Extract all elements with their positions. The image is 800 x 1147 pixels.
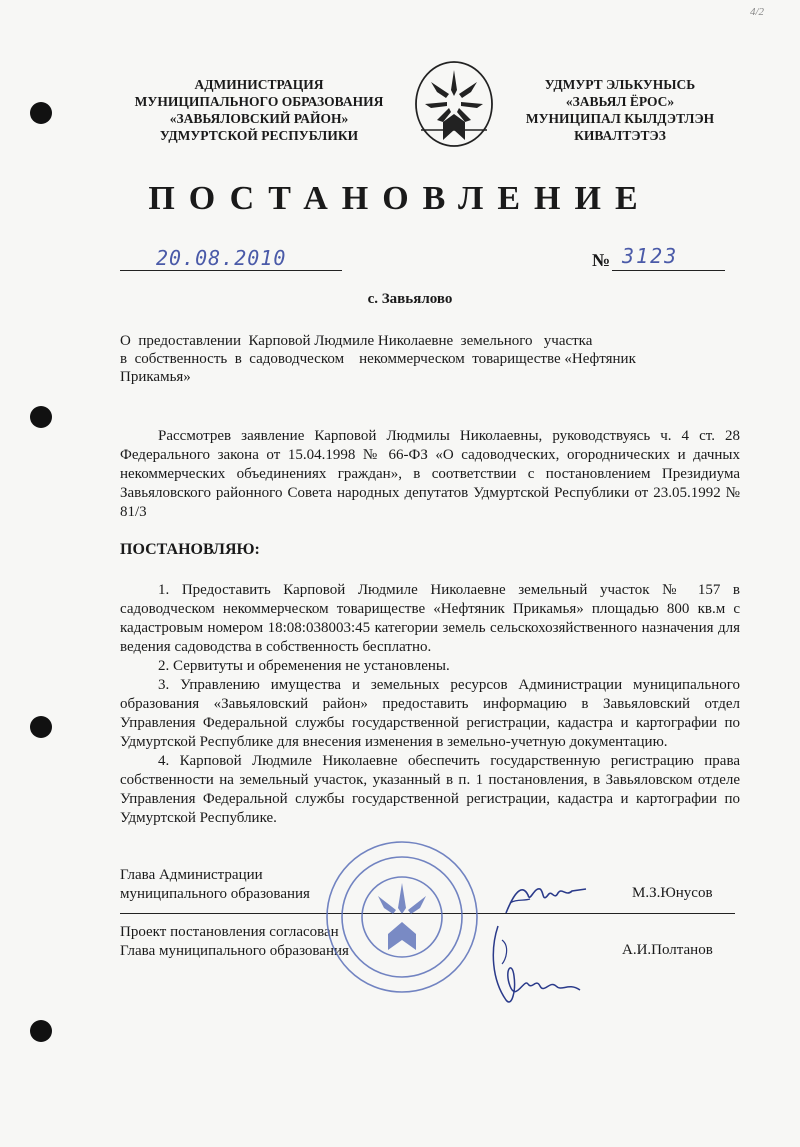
head-title-line2: муниципального образования: [120, 886, 310, 902]
header-right-line: «ЗАВЬЯЛ ЁРОС»: [565, 94, 675, 109]
punch-hole: [30, 102, 52, 124]
header-right-line: МУНИЦИПАЛ КЫЛДЭТЛЭН: [525, 111, 715, 126]
approval-line2: Глава муниципального образования: [120, 943, 349, 959]
approval-line1: Проект постановления согласован: [120, 924, 339, 940]
item-1-paragraph: 1. Предоставить Карповой Людмиле Николаевне земельный участок № 157 в садоводческом некоммерческом товариществе «Нефтяник Прикамья» площадью 800 кв.м с кадастровым номером 18:08:038003:45 категории земель сельскохозяйственного назначения для ведения садоводства в собственность бесплатно.: [120, 582, 740, 655]
item-4-paragraph: 4. Карповой Людмиле Николаевне обеспечить государственную регистрацию права собственности на земельный участок, указанный в п. 1 постановления, в Завьяловском отделе Управления Федеральной службы государственной регистрации, кадастра и картографии по Удмуртской Республике.: [120, 753, 740, 826]
document-title: ПОСТАНОВЛЕНИЕ: [148, 180, 652, 217]
signature-mark: [480, 920, 590, 1010]
subject-line: О предоставлении Карповой Людмиле Николаевне земельного участка: [120, 333, 593, 349]
resolve-heading: ПОСТАНОВЛЯЮ:: [120, 541, 260, 558]
punch-hole: [30, 1020, 52, 1042]
punch-hole: [30, 406, 52, 428]
handwritten-number: 3123: [622, 244, 679, 268]
header-right-line: КИВАЛТЭТЭЗ: [574, 128, 666, 143]
header-left-line: АДМИНИСТРАЦИЯ: [194, 77, 324, 92]
number-label: №: [592, 250, 611, 270]
subject-line: Прикамья»: [120, 369, 191, 385]
header-right: [520, 76, 720, 144]
place-name: с. Завьялово: [367, 291, 453, 307]
preamble-paragraph: Рассмотрев заявление Карповой Людмилы Николаевны, руководствуясь ч. 4 ст. 28 Федерального закона от 15.04.1998 № 66-ФЗ «О садоводческих, огороднических и дачных некоммерческих объединениях граждан», в соответствии с постановлением Президиума Завьяловского районного Совета народных депутатов Удмуртской Республики от 23.05.1992 № 81/3: [120, 428, 740, 520]
item-2-paragraph: 2. Сервитуты и обременения не установлены.: [158, 658, 450, 674]
signature-mark: [500, 873, 590, 921]
subject-line: в собственность в садоводческом некоммерческом товариществе «Нефтяник: [120, 351, 636, 367]
subject-block: [120, 332, 680, 386]
handwritten-date: 20.08.2010: [156, 246, 287, 270]
header-left-line: «ЗАВЬЯЛОВСКИЙ РАЙОН»: [169, 111, 349, 126]
header-left-line: УДМУРТСКОЙ РЕСПУБЛИКИ: [159, 128, 359, 143]
head-name: М.З.Юнусов: [632, 885, 713, 901]
header-right-line: УДМУРТ ЭЛЬКУНЫСЬ: [544, 77, 696, 92]
official-stamp-icon: [322, 838, 482, 996]
head-title-line1: Глава Администрации: [120, 867, 263, 883]
approval-name: А.И.Полтанов: [622, 942, 713, 958]
header-left-line: МУНИЦИПАЛЬНОГО ОБРАЗОВАНИЯ: [134, 94, 384, 109]
punch-hole: [30, 716, 52, 738]
header-left: [118, 76, 400, 144]
emblem-icon: [413, 60, 495, 152]
item-3-paragraph: 3. Управлению имущества и земельных ресурсов Администрации муниципального образования «Завьяловский район» предоставить информацию в Завьяловский отдел Управления Федеральной службы государственной регистрации, кадастра и картографии по Удмуртской Республике для внесения изменения в земельно-учетную документацию.: [120, 677, 740, 750]
margin-note: 4/2: [749, 6, 764, 18]
